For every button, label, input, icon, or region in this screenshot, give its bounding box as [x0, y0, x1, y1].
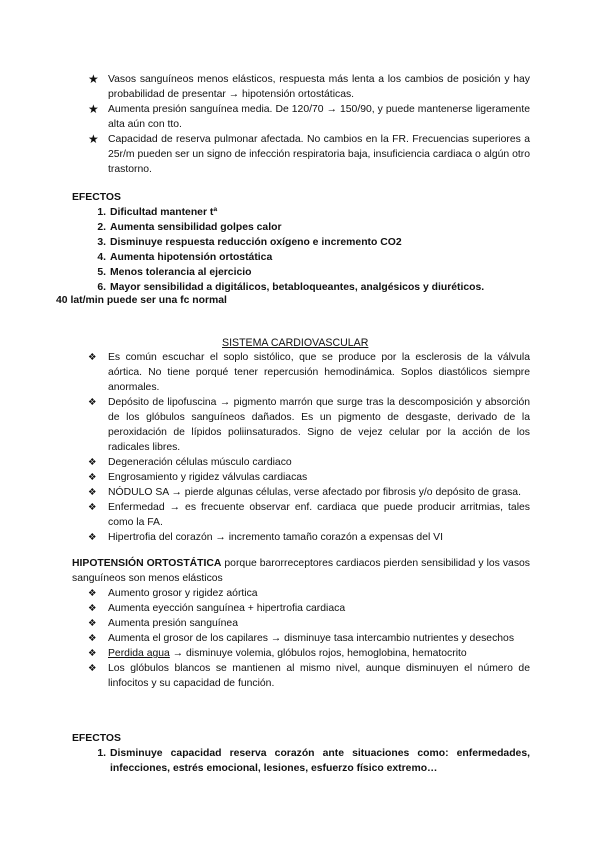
list-item: ❖ Engrosamiento y rigidez válvulas cardiacas	[88, 472, 308, 483]
diamond-bullet-icon: ❖	[88, 618, 97, 629]
list-item: ❖ Aumenta eyección sanguínea + hipertrofia cardiaca	[88, 603, 346, 614]
cardio-bullet-list	[88, 350, 530, 545]
list-item: 5. Menos tolerancia al ejercicio	[97, 267, 252, 278]
list-item: ❖ NÓDULO SA → pierde algunas células, verse afectado por fibrosis y/o depósito de grasa.	[88, 487, 521, 498]
list-item: 6. Mayor sensibilidad a digitálicos, betabloqueantes, analgésicos y diuréticos.	[97, 282, 485, 293]
diamond-bullet-icon: ❖	[88, 532, 97, 543]
star-icon: ★	[88, 72, 99, 86]
section-title: SISTEMA CARDIOVASCULAR	[222, 337, 369, 349]
list-item: ❖ Es común escuchar el soplo sistólico, que se produce por la esclerosis de la válvula aórtica. No tiene porqué tener repercusión hemodinámica. Soplos diastólicos siempre anormales.	[88, 352, 530, 393]
diamond-bullet-icon: ❖	[88, 487, 97, 498]
fc-note: 40 lat/min puede ser una fc normal	[56, 295, 227, 306]
list-item: ❖ Degeneración células músculo cardiaco	[88, 457, 292, 468]
hipotension-bullet-list	[88, 586, 530, 691]
list-item: 1. Dificultad mantener tª	[97, 207, 218, 218]
star-bullet-list	[88, 72, 530, 177]
hipotension-paragraph: HIPOTENSIÓN ORTOSTÁTICA porque barorreceptores cardiacos pierden sensibilidad y los vasos sanguíneos son menos elásticos	[72, 558, 530, 584]
diamond-bullet-icon: ❖	[88, 457, 97, 468]
diamond-bullet-icon: ❖	[88, 502, 97, 513]
list-item: ❖ Aumento grosor y rigidez aórtica	[88, 588, 258, 599]
diamond-bullet-icon: ❖	[88, 633, 97, 644]
list-item: 2. Aumenta sensibilidad golpes calor	[97, 222, 282, 233]
diamond-bullet-icon: ❖	[88, 648, 97, 659]
diamond-bullet-icon: ❖	[88, 588, 97, 599]
diamond-bullet-icon: ❖	[88, 663, 97, 674]
list-item: ❖ Enfermedad → es frecuente observar enf. cardiaca que puede producir arritmias, tales como la FA.	[88, 502, 530, 528]
list-item: ❖ Perdida agua → disminuye volemia, glóbulos rojos, hemoglobina, hematocrito	[88, 648, 467, 659]
list-item: ❖ Aumenta presión sanguínea	[88, 618, 238, 629]
list-item: ❖ Los glóbulos blancos se mantienen al mismo nivel, aunque disminuyen el número de linfocitos y su capacidad de función.	[88, 663, 530, 689]
list-item: ❖ Aumenta el grosor de los capilares → disminuye tasa intercambio nutrientes y desechos	[88, 633, 515, 644]
list-item: ★ Aumenta presión sanguínea media. De 120/70 → 150/90, y puede mantenerse ligeramente alta aún con tto.	[88, 102, 530, 130]
diamond-bullet-icon: ❖	[88, 472, 97, 483]
efectos-heading: EFECTOS	[72, 192, 121, 203]
star-icon: ★	[88, 102, 99, 116]
list-item: ❖ Hipertrofia del corazón → incremento tamaño corazón a expensas del VI	[88, 532, 443, 543]
list-item: 4. Aumenta hipotensión ortostática	[97, 252, 273, 263]
diamond-bullet-icon: ❖	[88, 352, 97, 363]
efectos-list	[88, 205, 530, 295]
list-item: 3. Disminuye respuesta reducción oxígeno e incremento CO2	[97, 237, 402, 248]
efectos-list	[88, 746, 530, 776]
list-item: ❖ Depósito de lipofuscina → pigmento marrón que surge tras la descomposición y absorción de los glóbulos sanguíneos dañados. Es un pigmento de desgaste, derivado de la peroxidación de lípidos poliinsaturados. Signo de vejez celular por la acción de los radicales libres.	[88, 397, 530, 453]
list-item: ★ Capacidad de reserva pulmonar afectada. No cambios en la FR. Frecuencias superiores a 25r/m pueden ser un signo de infección respiratoria baja, insuficiencia cardiaca o algún otro trastorno.	[88, 132, 530, 175]
diamond-bullet-icon: ❖	[88, 397, 97, 408]
list-item: ★ Vasos sanguíneos menos elásticos, respuesta más lenta a los cambios de posición y hay probabilidad de presentar → hipotensión ortostáticas.	[88, 72, 530, 100]
list-item: 1. Disminuye capacidad reserva corazón ante situaciones como: enfermedades, infecciones, estrés emocional, lesiones, esfuerzo físico extremo…	[97, 748, 530, 774]
efectos-heading: EFECTOS	[72, 733, 121, 744]
diamond-bullet-icon: ❖	[88, 603, 97, 614]
star-icon: ★	[88, 132, 99, 146]
